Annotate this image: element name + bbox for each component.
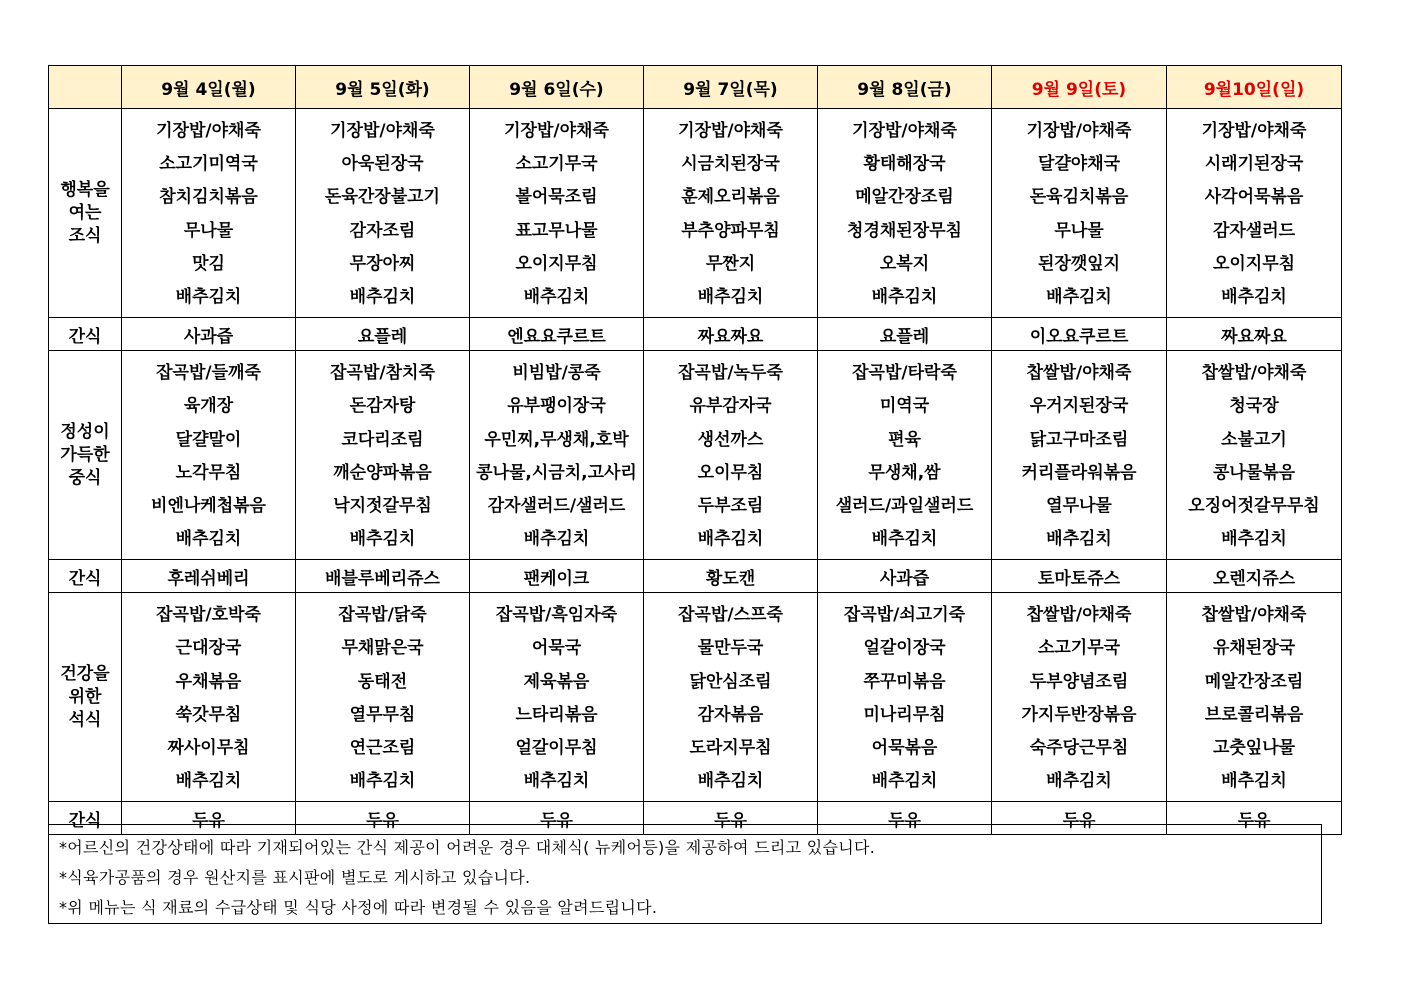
menu-item: 오이지무침	[515, 253, 598, 274]
menu-item: 찹쌀밥/야채죽	[1026, 605, 1132, 626]
meal-label-line: 여는	[68, 202, 102, 223]
menu-item: 오복지	[879, 253, 930, 274]
meal-label-line: 정성이	[60, 421, 110, 442]
snack-label: 간식	[49, 318, 122, 351]
menu-item: 달걀야채국	[1037, 154, 1121, 175]
menu-item: 제육볶음	[523, 671, 590, 692]
meal-label-line: 석식	[68, 709, 102, 730]
meal-label-line: 건강을	[60, 663, 110, 684]
menu-item: 된장깻잎지	[1037, 253, 1121, 274]
menu-item: 오이무침	[697, 462, 764, 483]
menu-item: 잡곡밥/닭죽	[338, 605, 427, 626]
meal-label-line: 행복을	[60, 179, 110, 200]
snack-item: 두유	[296, 802, 470, 835]
menu-item: 배추김치	[349, 286, 416, 307]
menu-item: 콩나물볶음	[1212, 462, 1296, 483]
snack-item: 오렌지쥬스	[1167, 560, 1342, 593]
menu-item: 기장밥/야채죽	[1201, 121, 1307, 141]
menu-item: 찹쌀밥/야채죽	[1201, 363, 1307, 384]
menu-item: 소고기미역국	[159, 154, 258, 175]
menu-item: 가지두반장볶음	[1021, 704, 1137, 725]
menu-item: 생선까스	[697, 429, 764, 450]
snack-item: 팬케이크	[470, 560, 644, 593]
menu-item: 쑥갓무침	[175, 704, 242, 725]
meal-cell	[1167, 351, 1342, 560]
menu-item: 아욱된장국	[341, 154, 424, 175]
weekly-menu-table	[48, 65, 1342, 835]
menu-item: 메알간장조림	[1204, 671, 1304, 692]
menu-item: 잡곡밥/호박죽	[156, 605, 261, 626]
meal-cell	[296, 593, 470, 802]
menu-item: 볼어묵조림	[515, 187, 598, 208]
day-header: 9월 7일(목)	[644, 66, 818, 109]
menu-item: 소고기무국	[515, 154, 598, 175]
menu-item: 찹쌀밥/야채죽	[1201, 605, 1307, 626]
snack-item: 두유	[1167, 802, 1342, 835]
snack-item: 배블루베리쥬스	[296, 560, 470, 593]
menu-item: 기장밥/야채죽	[330, 121, 435, 141]
meal-cell	[992, 109, 1167, 318]
meal-cell	[122, 109, 296, 318]
menu-item: 연근조림	[349, 738, 416, 758]
menu-item: 무장아찌	[349, 253, 416, 274]
menu-item: 기장밥/야채죽	[852, 121, 957, 141]
snack-item: 두유	[470, 802, 644, 835]
menu-item: 우거지된장국	[1029, 396, 1129, 417]
meal-row	[49, 593, 1342, 802]
menu-item: 유채된장국	[1212, 638, 1296, 659]
menu-item: 잡곡밥/스프죽	[678, 605, 783, 626]
menu-item: 찹쌀밥/야채죽	[1026, 363, 1132, 384]
menu-item: 배추김치	[1046, 286, 1112, 307]
meal-label-line: 가득한	[60, 444, 110, 465]
meal-cell	[992, 351, 1167, 560]
menu-item: 청국장	[1229, 396, 1279, 417]
menu-item: 배추김치	[697, 286, 764, 307]
snack-item: 두유	[992, 802, 1167, 835]
menu-item: 근대장국	[175, 638, 242, 659]
meal-cell	[470, 351, 644, 560]
meal-cell	[818, 593, 992, 802]
menu-item: 황태해장국	[863, 154, 946, 175]
menu-item: 숙주당근무침	[1029, 738, 1129, 758]
day-header: 9월 8일(금)	[818, 66, 992, 109]
menu-item: 유부감자국	[689, 396, 772, 417]
menu-item: 돈육김치볶음	[1029, 187, 1129, 208]
menu-item: 무나물	[1054, 220, 1104, 241]
snack-item: 짜요짜요	[644, 318, 818, 351]
menu-item: 배추김치	[1221, 529, 1287, 550]
menu-item: 고춧잎나물	[1212, 738, 1296, 758]
snack-item: 토마토쥬스	[992, 560, 1167, 593]
menu-item: 잡곡밥/들깨죽	[156, 363, 261, 384]
day-header: 9월10일(일)	[1167, 66, 1342, 109]
menu-item: 배추김치	[175, 529, 242, 550]
menu-item: 우민찌,무생채,호박	[484, 429, 629, 450]
snack-item: 사과즙	[818, 560, 992, 593]
menu-item: 돈육간장불고기	[325, 187, 440, 208]
menu-item: 커리플라워볶음	[1021, 462, 1137, 483]
day-header: 9월 4일(월)	[122, 66, 296, 109]
note-line: *어르신의 건강상태에 따라 기재되어있는 간식 제공이 어려운 경우 대체식( 뉴케어등)을 제공하여 드리고 있습니다.	[59, 838, 876, 857]
menu-item: 잡곡밥/녹두죽	[678, 363, 783, 384]
menu-item: 기장밥/야채죽	[156, 121, 261, 141]
menu-item: 소고기무국	[1037, 638, 1121, 659]
meal-label	[49, 351, 122, 560]
menu-item: 배추김치	[871, 529, 938, 550]
snack-item: 엔요요쿠르트	[470, 318, 644, 351]
menu-item: 짜사이무침	[167, 738, 250, 758]
menu-item: 우채볶음	[175, 671, 242, 692]
header-corner-cell	[49, 66, 122, 109]
snack-item: 사과즙	[122, 318, 296, 351]
meal-cell	[818, 109, 992, 318]
snack-item: 두유	[122, 802, 296, 835]
meal-cell	[1167, 109, 1342, 318]
menu-item: 무채맑은국	[341, 638, 424, 659]
menu-item: 잡곡밥/타락죽	[852, 363, 957, 384]
meal-cell	[644, 593, 818, 802]
menu-item: 어묵볶음	[871, 738, 938, 758]
menu-item: 도라지무침	[689, 738, 772, 758]
menu-item: 메알간장조림	[855, 187, 954, 208]
snack-row	[49, 318, 1342, 351]
day-header: 9월 9일(토)	[992, 66, 1167, 109]
meal-row	[49, 109, 1342, 318]
snack-row	[49, 560, 1342, 593]
menu-item: 육개장	[183, 396, 234, 417]
menu-item: 열무나물	[1046, 495, 1112, 516]
menu-item: 쭈꾸미볶음	[863, 671, 946, 692]
menu-item: 열무무침	[349, 704, 416, 725]
menu-item: 감자샐러드	[1212, 220, 1296, 241]
menu-item: 편육	[888, 429, 921, 450]
menu-item: 배추김치	[175, 771, 242, 792]
menu-item: 브로콜리볶음	[1204, 704, 1304, 725]
snack-label: 간식	[49, 560, 122, 593]
menu-item: 시래기된장국	[1204, 154, 1304, 175]
meal-cell	[470, 593, 644, 802]
menu-item: 배추김치	[175, 286, 242, 307]
menu-item: 오이지무침	[1212, 253, 1296, 274]
snack-item: 황도캔	[644, 560, 818, 593]
meal-cell	[644, 109, 818, 318]
menu-item: 두부조림	[697, 495, 764, 516]
menu-item: 미나리무침	[863, 704, 946, 725]
menu-item: 무생채,쌈	[868, 462, 941, 483]
menu-item: 깨순양파볶음	[333, 462, 432, 483]
menu-item: 돈감자탕	[349, 396, 416, 417]
menu-item: 소불고기	[1221, 429, 1287, 450]
menu-item: 감자샐러드/샐러드	[487, 495, 626, 516]
menu-item: 잡곡밥/쇠고기죽	[843, 605, 966, 626]
menu-item: 노각무침	[175, 462, 242, 483]
menu-item: 비빔밥/콩죽	[512, 363, 601, 384]
snack-item: 이오요쿠르트	[992, 318, 1167, 351]
menu-item: 달걀말이	[175, 429, 242, 450]
menu-item: 코다리조림	[341, 429, 424, 450]
meal-label-line: 중식	[68, 467, 102, 488]
notes-box	[48, 824, 1322, 924]
menu-item: 훈제오리볶음	[681, 187, 780, 208]
menu-item: 시금치된장국	[681, 154, 780, 175]
menu-item: 닭안심조림	[689, 671, 772, 692]
menu-item: 콩나물,시금치,고사리	[476, 462, 637, 483]
day-header: 9월 5일(화)	[296, 66, 470, 109]
menu-item: 두부양념조림	[1029, 671, 1129, 692]
menu-item: 얼갈이장국	[863, 638, 946, 659]
menu-item: 배추김치	[1046, 529, 1112, 550]
menu-item: 느타리볶음	[515, 704, 598, 725]
snack-item: 요플레	[818, 318, 992, 351]
day-header: 9월 6일(수)	[470, 66, 644, 109]
snack-item: 후레쉬베리	[122, 560, 296, 593]
meal-cell	[296, 109, 470, 318]
meal-cell	[470, 109, 644, 318]
menu-item: 감자조림	[349, 220, 416, 241]
meal-label-line: 위한	[68, 686, 102, 707]
menu-item: 기장밥/야채죽	[504, 121, 609, 141]
menu-item: 배추김치	[1046, 771, 1112, 792]
menu-item: 닭고구마조림	[1029, 429, 1129, 450]
snack-item: 짜요짜요	[1167, 318, 1342, 351]
snack-label: 간식	[49, 802, 122, 835]
menu-item: 사각어묵볶음	[1204, 187, 1304, 208]
menu-item: 감자볶음	[697, 704, 764, 725]
menu-item: 잡곡밥/흑임자죽	[495, 605, 618, 626]
menu-item: 배추김치	[871, 286, 938, 307]
meal-cell	[1167, 593, 1342, 802]
note-line: *식육가공품의 경우 원산지를 표시판에 별도로 게시하고 있습니다.	[59, 868, 531, 887]
snack-item: 요플레	[296, 318, 470, 351]
meal-row	[49, 351, 1342, 560]
note-line: *위 메뉴는 식 재료의 수급상태 및 식당 사정에 따라 변경될 수 있음을 알려드립니다.	[59, 898, 658, 917]
menu-item: 배추김치	[523, 771, 590, 792]
menu-item: 배추김치	[697, 771, 764, 792]
meal-cell	[818, 351, 992, 560]
meal-label-line: 조식	[68, 225, 102, 246]
menu-item: 배추김치	[523, 529, 590, 550]
menu-item: 비엔나케첩볶음	[151, 495, 266, 516]
menu-item: 배추김치	[523, 286, 590, 307]
menu-item: 어묵국	[531, 638, 582, 659]
menu-item: 얼갈이무침	[515, 738, 598, 758]
menu-item: 배추김치	[871, 771, 938, 792]
menu-item: 기장밥/야채죽	[678, 121, 783, 141]
menu-item: 미역국	[879, 396, 930, 417]
menu-item: 무짠지	[705, 253, 756, 274]
menu-item: 배추김치	[349, 771, 416, 792]
menu-item: 배추김치	[1221, 771, 1287, 792]
menu-item: 낙지젓갈무침	[333, 495, 432, 516]
menu-item: 기장밥/야채죽	[1026, 121, 1132, 141]
snack-item: 두유	[818, 802, 992, 835]
menu-item: 잡곡밥/참치죽	[330, 363, 435, 384]
meal-cell	[122, 593, 296, 802]
snack-item: 두유	[644, 802, 818, 835]
menu-item: 배추김치	[1221, 286, 1287, 307]
day-header-row	[49, 66, 1342, 109]
menu-item: 배추김치	[697, 529, 764, 550]
meal-label	[49, 109, 122, 318]
meal-cell	[644, 351, 818, 560]
menu-item: 물만두국	[697, 638, 764, 659]
menu-item: 표고무나물	[515, 220, 598, 241]
menu-item: 동태전	[357, 671, 408, 692]
meal-cell	[296, 351, 470, 560]
meal-cell	[992, 593, 1167, 802]
menu-item: 참치김치볶음	[159, 187, 258, 208]
menu-item: 유부팽이장국	[507, 396, 606, 417]
menu-item: 청경채된장무침	[847, 220, 962, 241]
menu-item: 오징어젓갈무무침	[1188, 495, 1320, 516]
meal-label	[49, 593, 122, 802]
menu-item: 무나물	[183, 220, 234, 241]
menu-item: 맛김	[192, 253, 225, 274]
menu-item: 배추김치	[349, 529, 416, 550]
menu-item: 샐러드/과일샐러드	[835, 495, 974, 516]
meal-cell	[122, 351, 296, 560]
menu-item: 부추양파무침	[681, 220, 780, 241]
menu-body	[49, 109, 1342, 835]
